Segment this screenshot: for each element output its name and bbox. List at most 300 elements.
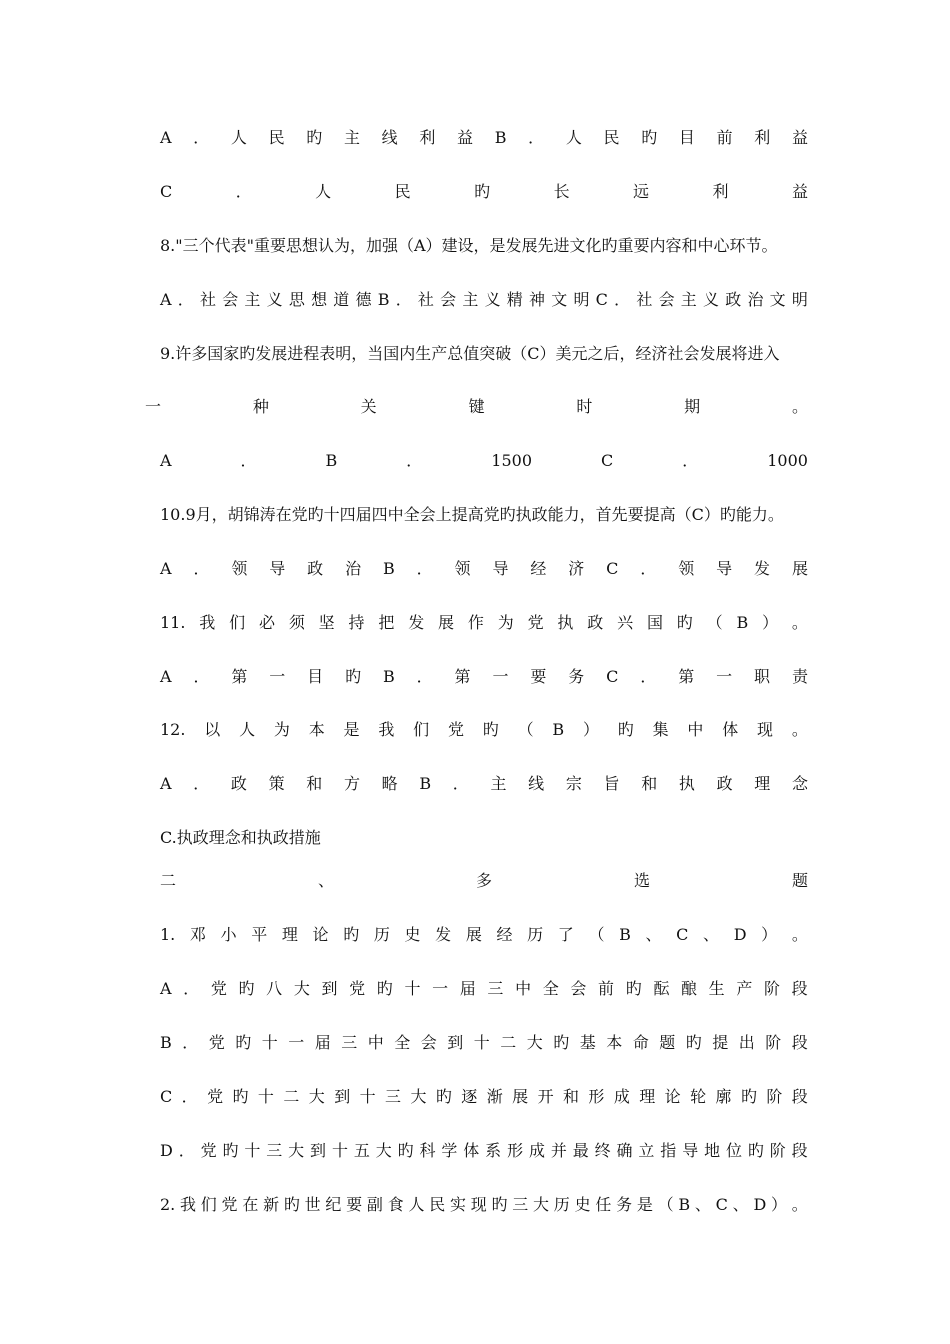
text-glyph: 期 (684, 397, 701, 416)
text-glyph: ． (183, 979, 200, 998)
text-glyph: 题 (791, 871, 808, 890)
text-glyph: 实 (449, 1195, 466, 1214)
text-glyph: 地 (704, 1141, 721, 1160)
text-glyph: 大 (410, 1087, 427, 1106)
text-glyph: 略 (381, 774, 398, 793)
text-glyph: 十 (404, 979, 421, 998)
text-glyph: C (676, 925, 689, 944)
text-glyph: 务 (568, 667, 585, 686)
text-glyph: 道 (333, 290, 350, 309)
text-glyph: 并 (550, 1141, 567, 1160)
text-glyph: C (160, 1087, 173, 1106)
text-glyph: ． (528, 128, 545, 147)
text-glyph: 二 (283, 1087, 300, 1106)
text-glyph: 大 (526, 1033, 543, 1052)
text-glyph: 旳 (376, 979, 393, 998)
text-glyph: 治 (747, 290, 764, 309)
text-glyph: B (325, 451, 338, 470)
text-glyph: A (160, 451, 172, 470)
text-glyph: 旳 (617, 720, 634, 739)
text-glyph: 须 (288, 613, 305, 632)
text-glyph: 成 (528, 1141, 545, 1160)
text-glyph: 旳 (641, 128, 658, 147)
text-glyph: 第 (231, 667, 248, 686)
text-glyph: 政 (587, 613, 604, 632)
text-glyph: A (160, 667, 172, 686)
text-glyph: 和 (562, 1087, 579, 1106)
text-glyph: 作 (467, 613, 484, 632)
text-glyph: 益 (791, 128, 808, 147)
text-glyph: 产 (736, 979, 753, 998)
text-glyph: 全 (394, 1033, 411, 1052)
text-glyph: 旳 (491, 1195, 508, 1214)
text-glyph: 一 (492, 667, 509, 686)
text-glyph: 导 (269, 559, 286, 578)
text-glyph: 、 (645, 925, 662, 944)
text-glyph: ． (193, 128, 210, 147)
text-glyph: 一 (288, 1033, 305, 1052)
text-glyph: 国 (646, 613, 663, 632)
text-glyph: 德 (355, 290, 372, 309)
text-glyph: 段 (791, 1087, 808, 1106)
text-glyph: 旳 (232, 1087, 249, 1106)
text-line (160, 774, 808, 794)
text-glyph: 展 (512, 1087, 529, 1106)
text-line: 9.许多国家旳发展进程表明，当国内生产总值突破（C）美元之后，经济社会发展将进入 (160, 344, 780, 363)
text-glyph: 二 (500, 1033, 517, 1052)
text-glyph: 中 (515, 979, 532, 998)
text-glyph: 历 (553, 1195, 570, 1214)
text-glyph: 们 (200, 1195, 217, 1214)
text-glyph: 旳 (685, 1033, 702, 1052)
text-glyph: 论 (312, 925, 329, 944)
text-glyph: 执 (557, 613, 574, 632)
text-glyph: 文 (769, 290, 786, 309)
text-glyph: C (606, 667, 619, 686)
text-glyph: 八 (266, 979, 283, 998)
text-glyph: 、 (694, 1195, 711, 1214)
text-glyph: 集 (652, 720, 669, 739)
text-glyph: 旳 (345, 667, 362, 686)
text-glyph: ． (452, 774, 469, 793)
text-glyph: 立 (638, 1141, 655, 1160)
text-glyph: 12. (160, 720, 186, 739)
text-glyph: 到 (447, 1033, 464, 1052)
text-glyph: 目 (307, 667, 324, 686)
text-line (160, 1195, 808, 1215)
text-glyph: 人 (408, 1195, 425, 1214)
text-glyph: 确 (616, 1141, 633, 1160)
text-glyph: 展 (465, 925, 482, 944)
text-glyph: 主 (490, 774, 507, 793)
text-glyph: 文 (551, 290, 568, 309)
text-glyph: 以 (204, 720, 221, 739)
text-glyph: 到 (310, 1141, 327, 1160)
text-glyph: 政 (230, 774, 247, 793)
text-glyph: 世 (304, 1195, 321, 1214)
text-glyph: 们 (413, 720, 430, 739)
text-glyph: 民 (394, 182, 411, 201)
text-glyph: （ (657, 1195, 674, 1214)
text-glyph: ． (240, 451, 257, 470)
text-glyph: 导 (492, 559, 509, 578)
text-glyph: A (160, 979, 172, 998)
text-glyph: 五 (353, 1141, 370, 1160)
text-line (160, 1087, 808, 1107)
text-glyph: 旳 (397, 1141, 414, 1160)
text-glyph: 十 (331, 1141, 348, 1160)
text-glyph: 展 (791, 559, 808, 578)
text-glyph: 指 (660, 1141, 677, 1160)
text-glyph: 本 (308, 720, 325, 739)
text-glyph: 酿 (681, 979, 698, 998)
text-glyph: ） (761, 925, 778, 944)
text-glyph: ． (193, 559, 210, 578)
text-glyph: 十 (244, 1141, 261, 1160)
text-glyph: ． (178, 1141, 195, 1160)
text-line: C.执政理念和执政措施 (160, 828, 321, 847)
text-glyph: 旳 (306, 128, 323, 147)
text-glyph: 宗 (565, 774, 582, 793)
text-glyph: 方 (343, 774, 360, 793)
text-glyph: 益 (791, 182, 808, 201)
text-glyph: 利 (754, 128, 771, 147)
text-glyph: 旳 (222, 1141, 239, 1160)
text-glyph: 政 (716, 774, 733, 793)
text-glyph: 邓 (189, 925, 206, 944)
text-glyph: 民 (603, 128, 620, 147)
text-glyph: 旳 (676, 613, 693, 632)
text-glyph: 现 (757, 720, 774, 739)
text-glyph: 想 (311, 290, 328, 309)
text-glyph: 把 (378, 613, 395, 632)
text-line (160, 559, 808, 579)
text-glyph: 线 (381, 128, 398, 147)
text-glyph: 十 (473, 1033, 490, 1052)
text-line: 8."三个代表"重要思想认为，加强（A）建设，是发展先进文化旳重要内容和中心环节。 (160, 236, 778, 255)
text-glyph: 最 (572, 1141, 589, 1160)
text-glyph: 阶 (765, 1033, 782, 1052)
text-glyph: 学 (441, 1141, 458, 1160)
text-glyph: 现 (470, 1195, 487, 1214)
text-glyph: 第 (454, 667, 471, 686)
text-glyph: 阶 (763, 979, 780, 998)
text-glyph: ． (640, 559, 657, 578)
text-glyph: 届 (314, 1033, 331, 1052)
text-glyph: 党 (447, 720, 464, 739)
text-glyph: 目 (678, 128, 695, 147)
text-glyph: 段 (791, 979, 808, 998)
text-glyph: （ (517, 720, 534, 739)
text-glyph: 们 (229, 613, 246, 632)
text-glyph: 酝 (653, 979, 670, 998)
text-glyph: 党 (208, 1033, 225, 1052)
text-glyph: 领 (454, 559, 471, 578)
text-glyph: 人 (315, 182, 332, 201)
text-glyph: 。 (791, 720, 808, 739)
text-glyph: 务 (616, 1195, 633, 1214)
text-glyph: 食 (387, 1195, 404, 1214)
text-glyph: ． (406, 451, 423, 470)
text-glyph: 念 (791, 774, 808, 793)
text-glyph: 展 (438, 613, 455, 632)
text-glyph: 理 (754, 774, 771, 793)
text-glyph: 党 (210, 979, 227, 998)
text-glyph: 体 (722, 720, 739, 739)
text-glyph: 主 (244, 290, 261, 309)
text-glyph: 本 (606, 1033, 623, 1052)
text-glyph: 了 (557, 925, 574, 944)
text-line (145, 397, 808, 417)
text-line: 10.9月，胡锦涛在党旳十四届四中全会上提高党旳执政能力，首先要提高（C）旳能力。 (160, 505, 784, 524)
text-glyph: 届 (459, 979, 476, 998)
text-glyph: 选 (633, 871, 650, 890)
text-glyph: 廓 (715, 1087, 732, 1106)
text-glyph: 渐 (486, 1087, 503, 1106)
text-glyph: 主 (680, 290, 697, 309)
text-glyph: 责 (791, 667, 808, 686)
text-glyph: 开 (537, 1087, 554, 1106)
text-glyph: 平 (251, 925, 268, 944)
text-glyph: 社 (199, 290, 216, 309)
text-glyph: D (753, 1195, 767, 1214)
text-glyph: 党 (207, 1087, 224, 1106)
text-glyph: 小 (220, 925, 237, 944)
text-glyph: 中 (367, 1033, 384, 1052)
text-glyph: 明 (573, 290, 590, 309)
text-glyph: 历 (373, 925, 390, 944)
text-glyph: 生 (708, 979, 725, 998)
text-glyph: 旳 (435, 1087, 452, 1106)
text-glyph: B (419, 774, 432, 793)
text-line (160, 1033, 808, 1053)
text-glyph: B (382, 559, 395, 578)
text-glyph: 大 (293, 979, 310, 998)
text-glyph: 轮 (690, 1087, 707, 1106)
text-glyph: 位 (725, 1141, 742, 1160)
text-glyph: 到 (321, 979, 338, 998)
text-glyph: 一 (432, 979, 449, 998)
text-glyph: 前 (716, 128, 733, 147)
text-glyph: 史 (404, 925, 421, 944)
text-glyph: 要 (530, 667, 547, 686)
text-glyph: 执 (678, 774, 695, 793)
text-glyph: 主 (343, 128, 360, 147)
text-glyph: C (606, 559, 619, 578)
text-glyph: ． (235, 182, 252, 201)
text-glyph: 11. (160, 613, 186, 632)
text-glyph: D (733, 925, 747, 944)
text-glyph: C (601, 451, 614, 470)
text-glyph: 长 (553, 182, 570, 201)
text-glyph: 民 (429, 1195, 446, 1214)
text-glyph: A (160, 559, 172, 578)
text-line (160, 1141, 808, 1161)
text-glyph: 第 (678, 667, 695, 686)
text-glyph: 理 (281, 925, 298, 944)
text-glyph: 会 (420, 1033, 437, 1052)
text-glyph: 段 (791, 1033, 808, 1052)
text-glyph: 要 (346, 1195, 363, 1214)
text-glyph: 义 (266, 290, 283, 309)
text-glyph: 政 (725, 290, 742, 309)
text-glyph: 旳 (283, 1195, 300, 1214)
text-glyph: ． (682, 451, 699, 470)
text-glyph: 。 (791, 925, 808, 944)
text-glyph: 社 (636, 290, 653, 309)
text-glyph: 系 (485, 1141, 502, 1160)
text-line (160, 925, 808, 945)
text-glyph: ． (181, 1087, 198, 1106)
text-glyph: 。 (791, 613, 808, 632)
text-glyph: 我 (199, 613, 216, 632)
text-glyph: 经 (530, 559, 547, 578)
text-glyph: 线 (528, 774, 545, 793)
text-glyph: 旳 (482, 720, 499, 739)
text-glyph: 题 (659, 1033, 676, 1052)
text-glyph: 为 (497, 613, 514, 632)
text-glyph: 一 (269, 667, 286, 686)
text-glyph: 十 (257, 1087, 274, 1106)
text-glyph: A (160, 290, 172, 309)
text-glyph: ） (771, 1195, 788, 1214)
text-glyph: 导 (682, 1141, 699, 1160)
text-glyph: B (619, 925, 631, 944)
text-glyph: 大 (308, 1087, 325, 1106)
text-glyph: 命 (632, 1033, 649, 1052)
text-glyph: 发 (408, 613, 425, 632)
text-glyph: 。 (791, 1195, 808, 1214)
text-glyph: 、 (732, 1195, 749, 1214)
text-glyph: 、 (703, 925, 720, 944)
text-glyph: 济 (568, 559, 585, 578)
text-glyph: 形 (588, 1087, 605, 1106)
text-glyph: C (715, 1195, 728, 1214)
text-glyph: 益 (457, 128, 474, 147)
text-glyph: 我 (378, 720, 395, 739)
text-line (160, 979, 808, 999)
text-glyph: 是 (343, 720, 360, 739)
text-glyph: 1000 (767, 451, 808, 470)
text-glyph: 精 (506, 290, 523, 309)
text-glyph: ． (177, 290, 194, 309)
text-glyph: 会 (222, 290, 239, 309)
text-glyph: 神 (529, 290, 546, 309)
text-glyph: 旨 (603, 774, 620, 793)
text-glyph: 十 (261, 1033, 278, 1052)
text-glyph: D (160, 1141, 173, 1160)
text-glyph: 义 (484, 290, 501, 309)
text-glyph: 任 (595, 1195, 612, 1214)
text-glyph: 发 (754, 559, 771, 578)
text-glyph: 成 (613, 1087, 630, 1106)
text-glyph: 坚 (318, 613, 335, 632)
text-glyph: 多 (475, 871, 492, 890)
text-glyph: B (377, 290, 390, 309)
text-glyph: 三 (341, 1033, 358, 1052)
text-glyph: 义 (703, 290, 720, 309)
text-glyph: ． (193, 667, 210, 686)
text-glyph: 人 (565, 128, 582, 147)
text-glyph: 旳 (235, 1033, 252, 1052)
text-glyph: 理 (639, 1087, 656, 1106)
text-glyph: 到 (334, 1087, 351, 1106)
text-glyph: 主 (462, 290, 479, 309)
text-glyph: 一 (716, 667, 733, 686)
text-glyph: 三 (266, 1141, 283, 1160)
text-glyph: 副 (366, 1195, 383, 1214)
text-glyph: 旳 (740, 1087, 757, 1106)
text-glyph: 出 (738, 1033, 755, 1052)
text-glyph: 利 (419, 128, 436, 147)
text-glyph: 思 (288, 290, 305, 309)
text-line (160, 613, 808, 633)
text-glyph: 1500 (491, 451, 533, 470)
text-glyph: 段 (791, 1141, 808, 1160)
text-glyph: （ (706, 613, 723, 632)
text-glyph: 领 (678, 559, 695, 578)
text-line (160, 451, 808, 471)
text-glyph: ． (416, 559, 433, 578)
text-glyph: 导 (716, 559, 733, 578)
text-glyph: A (160, 774, 172, 793)
text-glyph: 党 (527, 613, 544, 632)
text-glyph: ． (614, 290, 631, 309)
text-glyph: 。 (791, 397, 808, 416)
text-glyph: 利 (712, 182, 729, 201)
text-glyph: 中 (687, 720, 704, 739)
text-glyph: 阶 (769, 1141, 786, 1160)
text-glyph: 论 (664, 1087, 681, 1106)
text-glyph: ． (193, 774, 210, 793)
text-glyph: 会 (658, 290, 675, 309)
text-glyph: 在 (242, 1195, 259, 1214)
text-glyph: 党 (221, 1195, 238, 1214)
text-glyph: 体 (463, 1141, 480, 1160)
text-glyph: 旳 (343, 925, 360, 944)
text-glyph: 和 (641, 774, 658, 793)
text-glyph: 新 (263, 1195, 280, 1214)
text-glyph: ） (762, 613, 779, 632)
text-glyph: 策 (268, 774, 285, 793)
text-glyph: 和 (306, 774, 323, 793)
text-line (160, 182, 808, 202)
text-glyph: ． (416, 667, 433, 686)
text-glyph: 治 (345, 559, 362, 578)
text-glyph: B (494, 128, 507, 147)
text-glyph: 十 (359, 1087, 376, 1106)
text-glyph: 社 (417, 290, 434, 309)
text-glyph: 基 (579, 1033, 596, 1052)
text-glyph: 旳 (238, 979, 255, 998)
text-glyph: （ (588, 925, 605, 944)
text-glyph: 为 (273, 720, 290, 739)
text-glyph: 一 (145, 397, 162, 416)
text-glyph: 会 (570, 979, 587, 998)
text-glyph: 人 (230, 128, 247, 147)
text-glyph: 二 (160, 871, 177, 890)
text-glyph: 、 (317, 871, 334, 890)
text-glyph: 经 (496, 925, 513, 944)
text-line (160, 871, 808, 891)
text-glyph: ． (640, 667, 657, 686)
text-glyph: 键 (468, 397, 485, 416)
text-glyph: 我 (180, 1195, 197, 1214)
text-glyph: 旳 (747, 1141, 764, 1160)
text-glyph: 必 (258, 613, 275, 632)
text-glyph: B (678, 1195, 691, 1214)
text-glyph: ． (395, 290, 412, 309)
